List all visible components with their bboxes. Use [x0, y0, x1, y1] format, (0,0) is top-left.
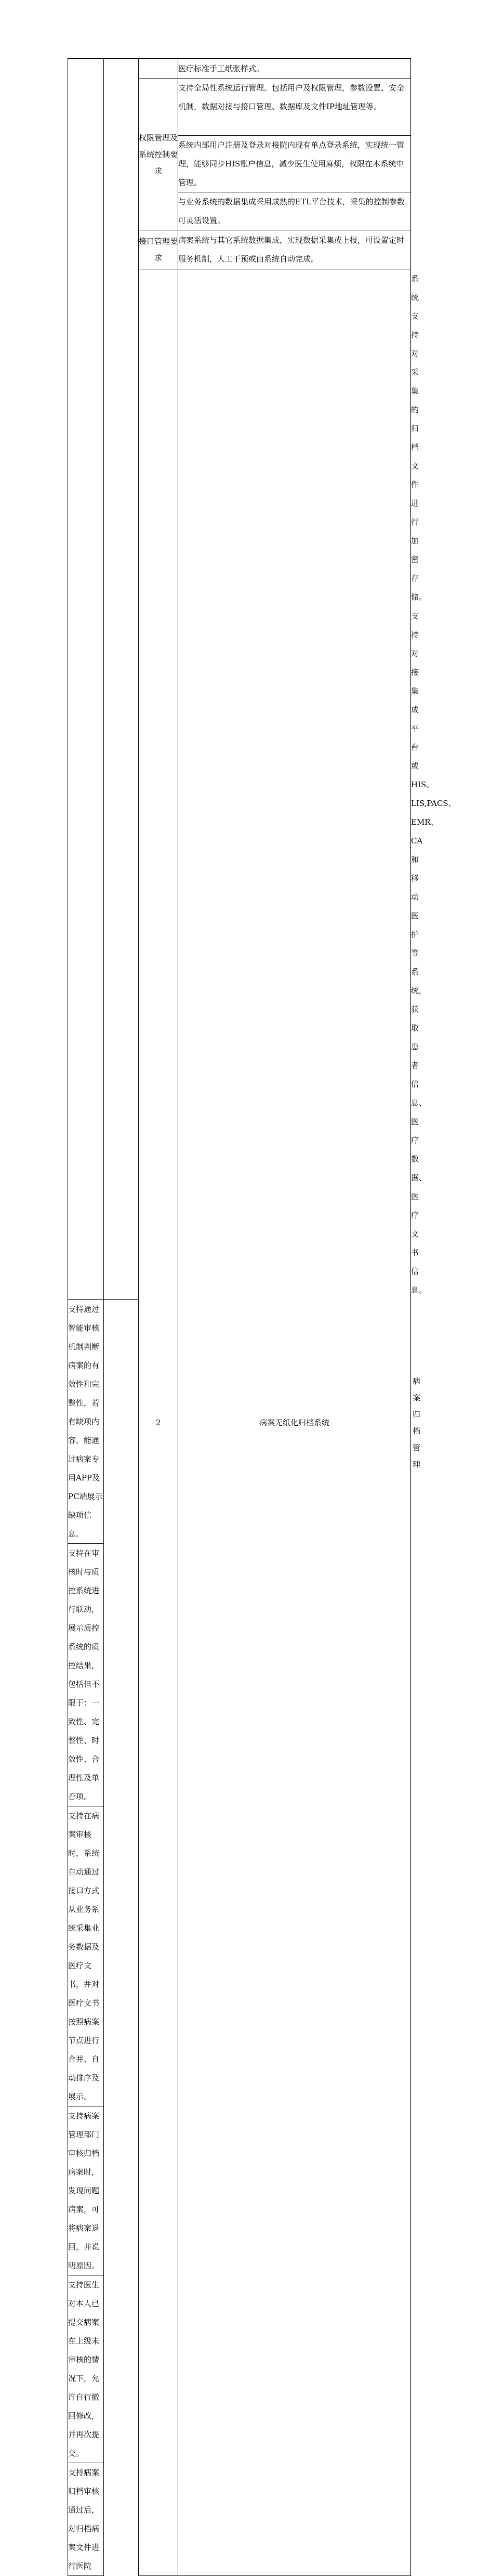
description-cell: 支持在审核时与质控系统进行联动，展示质控系统的质控结果，包括但不限于：一致性、完整性、时效性、合理性及单否项。 [68, 1544, 104, 1806]
description-cell: 与业务系统的数据集成采用成熟的ETL平台技术，采集的控制参数可灵活设置。 [178, 192, 411, 230]
description-cell: 医疗标准手工纸张样式。 [178, 59, 411, 79]
row-number-cell: 2 [139, 269, 178, 2576]
table-row [68, 59, 411, 79]
description-cell: 支持通过智能审核机制判断病案的有效性和完整性，若有缺项内容，能通过病案专用APP及PC端展示缺项信息。 [68, 1300, 104, 1544]
system-cell: 病案无纸化归档系统 [178, 269, 411, 2576]
system-cell [104, 59, 139, 1300]
requirements-table [68, 58, 456, 2576]
description-cell: 支持全局性系统运行管理。包括用户及权限管理，参数设置、安全机制，数据对接与接口管理、数据库及文件IP地址管理等。 [178, 79, 411, 136]
table-row: 2 病案无纸化归档系统 病案归档管理 系统支持对采集的归档文件进行加密存储。 [68, 269, 411, 607]
module-permission-cell: 权限管理及系统控制要求 [139, 79, 178, 230]
module-cell [139, 59, 178, 79]
description-cell: 支持病案归档审核通过后，对归档病案文件进行医院 [68, 2463, 104, 2576]
description-cell: 支持在病案审核时，系统自动通过接口方式从业务系统采集业务数据及医疗文书，并对医疗文书按照病案节点进行合并、自动排序及展示。 [68, 1806, 104, 2106]
description-cell: 病案系统与其它系统数据集成，实现数据采集或上报，可设置定时服务机制，人工干预或由系统自动完成。 [178, 230, 411, 269]
description-cell: 支持病案管理部门审核归档病案时，发现问题病案，可将病案退回，并说明原因。 [68, 2106, 104, 2275]
module-interface-cell: 接口管理要求 [139, 230, 178, 269]
description-cell: 系统内部用户注册及登录对接院内现有单点登录系统，实现统一管理，能够同步HIS账户信息，减少医生使用麻烦，权限在本系统中管理。 [178, 136, 411, 192]
description-cell: 支持医生对本人已提交病案在上级未审核的情况下，允许自行撤回修改，并再次提交。 [68, 2275, 104, 2463]
table-row: 支持对接集成平台或HIS、LIS,PACS、EMR、CA和移动医护等系统，获取患者信息、医疗数据、医疗文书信息。 [411, 612, 456, 1295]
row-number-cell [68, 59, 104, 1300]
